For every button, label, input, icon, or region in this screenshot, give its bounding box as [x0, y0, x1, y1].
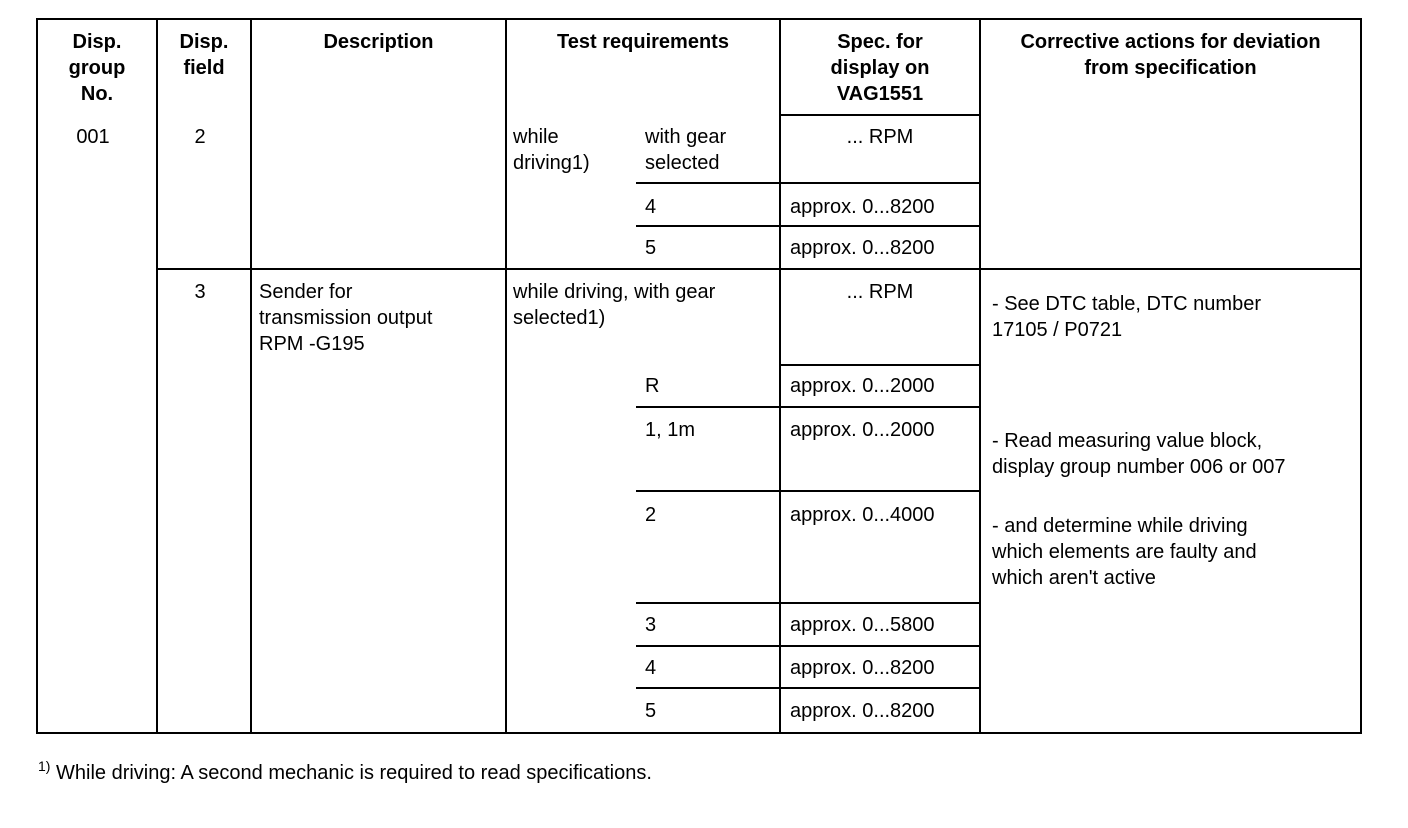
spec-value: approx. 0...2000 — [790, 375, 935, 397]
col-divider — [505, 18, 507, 734]
header-corrective-actions: Corrective actions for deviation from specification — [1020, 31, 1321, 79]
gear-label: 1, 1m — [645, 419, 696, 441]
corrective-action-text: - Read measuring value block, display group number 006 or 007 — [992, 430, 1286, 478]
gear-label: 2 — [645, 504, 657, 526]
spec-value: approx. 0...8200 — [790, 700, 935, 722]
spec-value: approx. 0...8200 — [790, 196, 935, 218]
footnote — [38, 758, 652, 785]
corrective-action-text: - See DTC table, DTC number 17105 / P0721 — [992, 293, 1261, 341]
row-divider — [636, 687, 981, 689]
col-divider — [979, 18, 981, 734]
disp-field-number: 3 — [194, 281, 206, 303]
col-divider — [250, 18, 252, 734]
row-divider — [636, 602, 981, 604]
header-spec: Spec. for display on VAG1551 — [830, 31, 930, 105]
row-divider — [636, 182, 981, 184]
corrective-action-text: - and determine while driving which elements are faulty and which aren't active — [992, 515, 1257, 589]
row-divider — [779, 364, 981, 366]
row-divider — [636, 406, 981, 408]
spec-value: approx. 0...5800 — [790, 614, 935, 636]
row-divider — [636, 225, 981, 227]
header-disp-field: Disp. field — [179, 31, 229, 79]
disp-field-number: 2 — [194, 126, 206, 148]
spec-unit: ... RPM — [846, 281, 914, 303]
gear-label: 4 — [645, 657, 657, 679]
gear-label: R — [645, 375, 660, 397]
gear-label: 5 — [645, 700, 657, 722]
header-disp-group: Disp. group No. — [68, 31, 126, 105]
row-divider — [156, 268, 1362, 270]
test-gear-condition: with gear selected — [645, 126, 727, 174]
test-condition: while driving, with gear selected1) — [513, 281, 716, 329]
gear-label: 4 — [645, 196, 657, 218]
spec-value: approx. 0...8200 — [790, 657, 935, 679]
row-divider — [636, 645, 981, 647]
spec-unit: ... RPM — [846, 126, 914, 148]
header-description: Description — [323, 31, 434, 53]
spec-value: approx. 0...2000 — [790, 419, 935, 441]
footnote-marker: 1) — [38, 758, 51, 774]
spec-header-divider — [779, 114, 981, 116]
description-text: Sender for transmission output RPM -G195 — [259, 281, 433, 355]
disp-group-number: 001 — [76, 126, 110, 148]
test-condition: while driving1) — [513, 126, 590, 174]
spec-value: approx. 0...8200 — [790, 237, 935, 259]
gear-label: 5 — [645, 237, 657, 259]
spec-value: approx. 0...4000 — [790, 504, 935, 526]
header-test-requirements: Test requirements — [557, 31, 729, 53]
footnote-text: While driving: A second mechanic is required to read specifications. — [50, 762, 652, 784]
gear-label: 3 — [645, 614, 657, 636]
row-divider — [636, 490, 981, 492]
